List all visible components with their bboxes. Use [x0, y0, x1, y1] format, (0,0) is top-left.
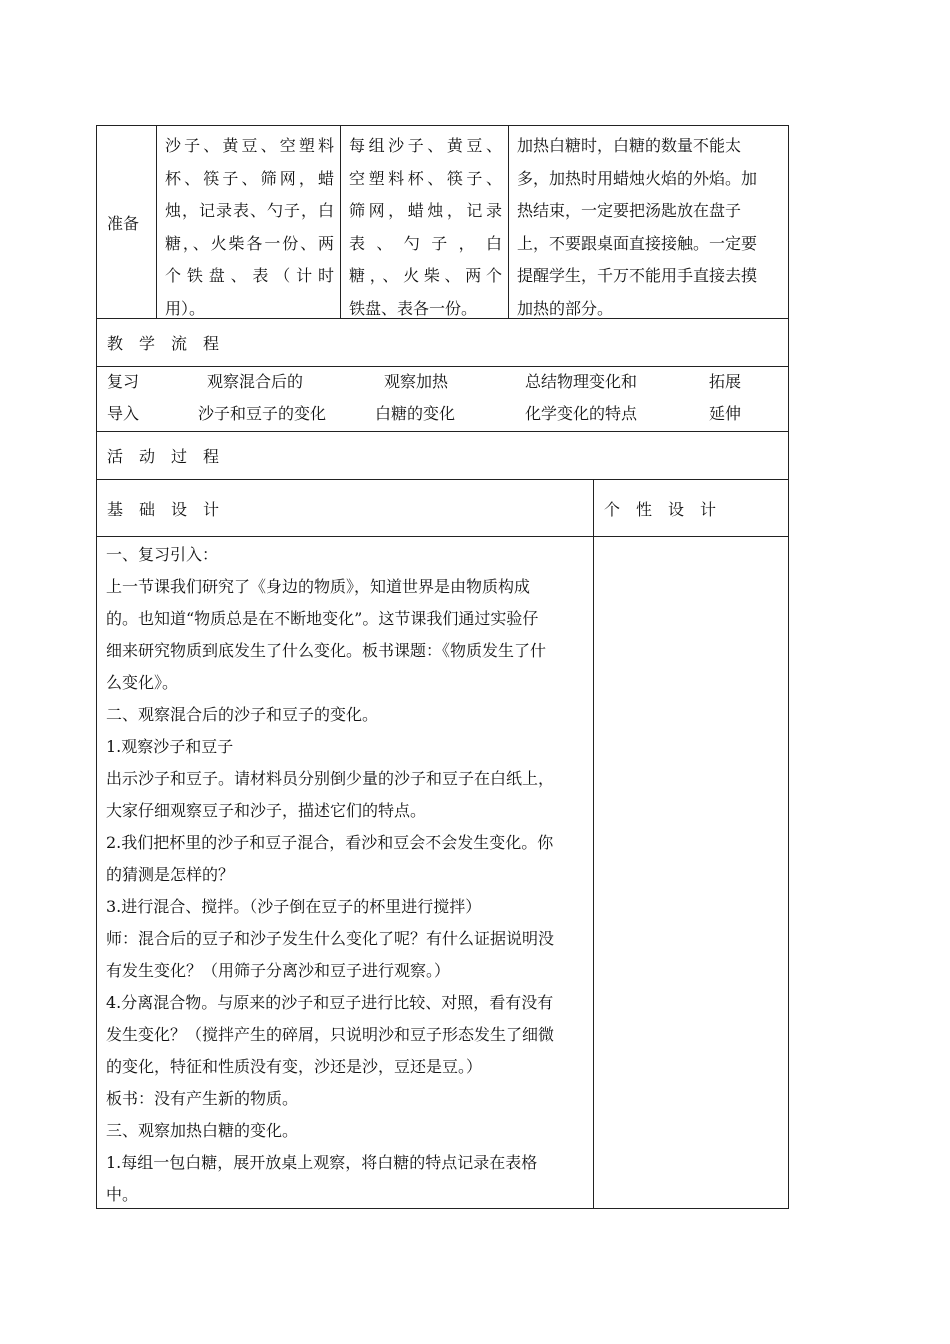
- content-line: 一、复习引入：: [106, 545, 219, 564]
- flow-step-2-line-1: 观察混合后的: [207, 372, 304, 391]
- design-body-row: [97, 537, 788, 1208]
- flow-step-4-line-2: 化学变化的特点: [525, 404, 638, 423]
- group-line: 糖，、火柴、两个: [349, 266, 502, 285]
- notes-line: 提醒学生，千万不能用手直接去摸: [517, 266, 758, 285]
- materials-line: 用）。: [165, 298, 206, 318]
- content-line: 3.进行混合、搅拌。（沙子倒在豆子的杯里进行搅拌）: [106, 897, 482, 916]
- individual-design-content: [594, 537, 788, 1208]
- flow-step-5-line-1: 拓展: [709, 372, 742, 391]
- notes-line: 多，加热时用蜡烛火焰的外焰。加: [517, 168, 758, 188]
- content-line: 师：混合后的豆子和沙子发生什么变化了呢？有什么证据说明没: [106, 929, 555, 948]
- materials-cell: [157, 126, 341, 318]
- group-line: 表、勺子，白: [349, 233, 502, 253]
- prep-label: 准备: [97, 126, 157, 318]
- materials-line: 烛，记录表、勺子，白: [165, 201, 334, 220]
- basic-design-content: [97, 537, 594, 1208]
- group-line: 筛网，蜡烛，记录: [349, 201, 502, 220]
- content-line: 的。也知道“物质总是在不断地变化”。这节课我们通过实验仔: [106, 609, 539, 628]
- notes-line: 上，不要跟桌面直接接触。一定要: [517, 233, 758, 253]
- materials-line: 糖，、火柴各一份、两: [165, 233, 334, 253]
- group-line: 铁盘、表各一份。: [349, 298, 478, 318]
- flow-step-1-line-2: 导入: [107, 404, 140, 423]
- flow-step-2-line-2: 沙子和豆子的变化: [198, 404, 327, 423]
- basic-design-heading: 基 础 设 计: [97, 480, 594, 536]
- content-line: 中。: [106, 1185, 139, 1204]
- notes-line: 加热白糖时，白糖的数量不能太: [517, 136, 742, 155]
- group-materials-cell: [341, 126, 509, 318]
- content-line: 板书：没有产生新的物质。: [106, 1089, 299, 1108]
- content-line: 出示沙子和豆子。请材料员分别倒少量的沙子和豆子在白纸上，: [106, 769, 555, 788]
- activity-heading: 活 动 过 程: [97, 432, 788, 480]
- materials-line: 杯、筷子、筛网，蜡: [165, 168, 334, 188]
- flow-step-5-line-2: 延伸: [709, 404, 742, 423]
- content-line: 上一节课我们研究了《身边的物质》，知道世界是由物质构成: [106, 577, 531, 596]
- content-line: 大家仔细观察豆子和沙子，描述它们的特点。: [106, 801, 427, 820]
- notes-cell: [509, 126, 788, 318]
- lesson-plan-table: [96, 125, 789, 1209]
- content-line: 二、观察混合后的沙子和豆子的变化。: [106, 705, 379, 724]
- group-line: 空塑料杯、筷子、: [349, 168, 502, 188]
- content-line: 1.观察沙子和豆子: [106, 737, 234, 756]
- group-line: 每组沙子、黄豆、: [349, 136, 502, 155]
- flow-step-3-line-1: 观察加热: [384, 372, 449, 391]
- flow-step-3-line-2: 白糖的变化: [375, 404, 456, 423]
- flow-step-1-line-1: 复习: [107, 372, 140, 391]
- process-heading: 教 学 流 程: [97, 319, 788, 367]
- flow-step-4-line-1: 总结物理变化和: [525, 372, 638, 391]
- materials-line: 沙子、黄豆、空塑料: [165, 136, 334, 155]
- content-line: 有发生变化？（用筛子分离沙和豆子进行观察。）: [106, 961, 451, 980]
- content-line: 么变化》。: [106, 673, 179, 692]
- materials-line: 个铁盘、表（计时: [165, 266, 334, 285]
- content-line: 发生变化？（搅拌产生的碎屑，只说明沙和豆子形态发生了细微: [106, 1025, 555, 1044]
- notes-line: 热结束，一定要把汤匙放在盘子: [517, 201, 742, 220]
- content-line: 的猜测是怎样的？: [106, 865, 235, 884]
- content-line: 4.分离混合物。与原来的沙子和豆子进行比较、对照，看有没有: [106, 993, 554, 1012]
- content-line: 的变化，特征和性质没有变，沙还是沙，豆还是豆。）: [106, 1057, 483, 1076]
- individual-design-heading: 个 性 设 计: [604, 499, 717, 519]
- content-line: 1.每组一包白糖，展开放桌上观察，将白糖的特点记录在表格: [106, 1153, 538, 1172]
- notes-line: 加热的部分。: [517, 298, 614, 318]
- content-line: 细来研究物质到底发生了什么变化。板书课题：《物质发生了什: [106, 641, 547, 660]
- content-line: 2.我们把杯里的沙子和豆子混合，看沙和豆会不会发生变化。你: [106, 833, 554, 852]
- process-flow-row: [97, 367, 788, 432]
- design-header-row: [97, 480, 788, 537]
- preparation-row: [97, 126, 788, 319]
- content-line: 三、观察加热白糖的变化。: [106, 1121, 299, 1140]
